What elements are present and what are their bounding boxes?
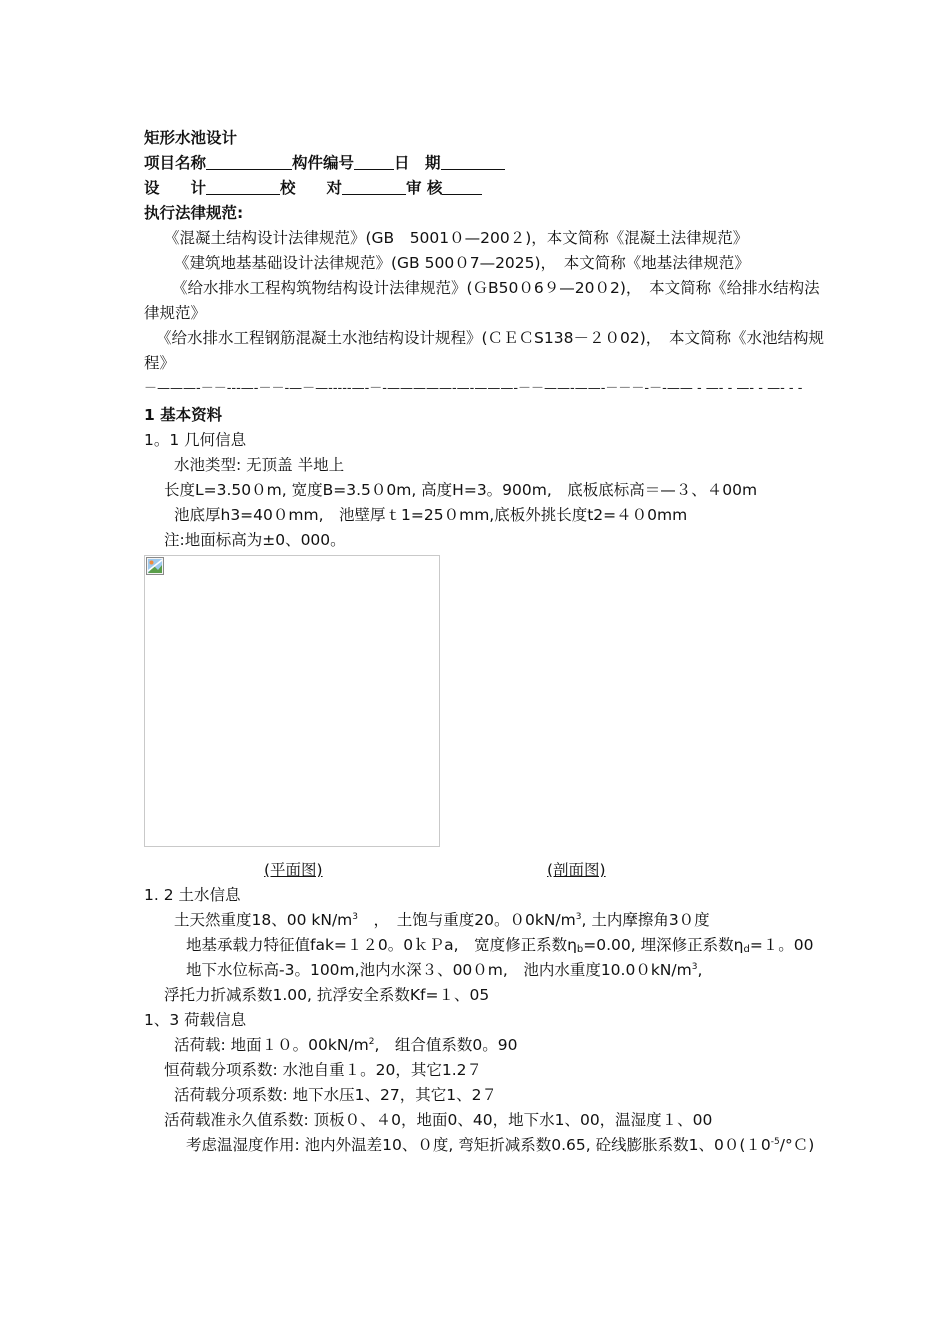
design-blank xyxy=(206,178,280,195)
live-load-factor: 活荷载分项系数: 地下水压1、27，其它1、2７ xyxy=(174,1086,497,1104)
review-blank xyxy=(442,178,482,195)
standards-heading: 执行法律规范: xyxy=(144,204,244,222)
ground-elevation-note: 注:地面标高为±0、000。 xyxy=(164,531,346,549)
expansion-exponent: -5 xyxy=(770,1137,780,1147)
combination-factor-text: , 组合值系数0。90 xyxy=(374,1036,518,1054)
pool-thickness: 池底厚h3=40０mm, 池壁厚ｔ1=25０mm,底板外挑长度t2=４０0mm xyxy=(174,506,688,524)
project-name-blank xyxy=(206,153,292,170)
check-label: 校 对 xyxy=(280,179,343,197)
geometry-heading: 1。1 几何信息 xyxy=(144,431,247,449)
standard-item-water-structures: 《给水排水工程构筑物结构设计法律规范》(ＧB50０6９—20０2)， 本文简称《给排水结构法律规范》 xyxy=(144,279,820,322)
soil-density-line xyxy=(144,908,834,933)
unit-exponent: 2 xyxy=(368,1037,375,1047)
soil-water-heading: 1. 2 土水信息 xyxy=(144,886,241,904)
friction-angle-text: , 土内摩擦角3０度 xyxy=(581,911,710,929)
broken-image-icon xyxy=(146,557,164,575)
depth-factor-subscript: d xyxy=(743,944,750,955)
standard-item-foundation: 《建筑地基基础设计法律规范》(GB 500０7—2025)， 本文简称《地基法律规范》 xyxy=(174,254,750,272)
review-label: 审 核 xyxy=(406,179,443,197)
component-no-blank xyxy=(354,153,394,170)
project-info-row xyxy=(144,151,834,176)
temperature-effect-text: 考虑温湿度作用: 池内外温差10、０度, 弯矩折减系数0.65, 砼线膨胀系数1、0０(１0 xyxy=(186,1136,771,1154)
live-load-line xyxy=(144,1033,834,1058)
section-view-caption: (剖面图) xyxy=(547,861,606,879)
unit-exponent: 3 xyxy=(575,912,582,922)
check-blank xyxy=(342,178,406,195)
live-load-text: 活荷载: 地面１０。00kN/m xyxy=(174,1036,369,1054)
signature-row xyxy=(144,176,834,201)
depth-factor-value: =１。00 xyxy=(749,936,814,954)
pool-type: 水池类型: 无顶盖 半地上 xyxy=(174,456,345,474)
width-factor-subscript: b xyxy=(576,944,584,955)
project-name-label: 项目名称 xyxy=(144,154,207,172)
separator-line: －———-－－---—-－－-—－—-----—-－-—————-—-———-－－——-——-－－－-－-—— - —- - —- - —- - - xyxy=(144,381,803,396)
date-label: 日 期 xyxy=(394,154,441,172)
expansion-unit: /°Ｃ) xyxy=(779,1136,815,1154)
figure-captions xyxy=(144,857,834,883)
component-no-label: 构件编号 xyxy=(292,154,355,172)
standard-item-pool-code: 《给水排水工程钢筋混凝土水池结构设计规程》(ＣＥＣS138－２０02)， 本文简称《水池结构规程》 xyxy=(144,329,824,372)
quasi-permanent-factor: 活荷载准永久值系数: 顶板０、４0，地面0、40，地下水1、00，温湿度１、00 xyxy=(164,1111,713,1129)
groundwater-line xyxy=(144,958,834,983)
document-page xyxy=(144,126,834,1158)
bearing-capacity-text: 地基承载力特征值fak=１２0。0ｋＰa, 宽度修正系数η xyxy=(186,936,577,954)
section-1-heading: 1 基本资料 xyxy=(144,406,223,424)
groundwater-trailing: , xyxy=(697,961,703,979)
saturated-density-text: ， 土饱与重度20。０0kN/m xyxy=(358,911,576,929)
pool-dimensions: 长度L=3.50０m, 宽度B=3.5０0m, 高度H=3。900m, 底板底标高＝—３、４00m xyxy=(164,481,758,499)
bearing-capacity-line xyxy=(144,933,834,958)
document-title: 矩形水池设计 xyxy=(144,129,238,147)
design-label: 设 计 xyxy=(144,179,207,197)
standard-item-concrete: 《混凝土结构设计法律规范》(GB 5001０—200２)，本文简称《混凝土法律规范》 xyxy=(164,229,749,247)
depth-factor-text: =0.00, 埋深修正系数η xyxy=(583,936,744,954)
date-blank xyxy=(441,153,505,170)
unit-exponent: 3 xyxy=(352,912,358,922)
plan-view-caption: (平面图) xyxy=(264,861,323,879)
soil-density-text: 土天然重度18、00 kN/m xyxy=(174,911,353,929)
pool-drawing-image xyxy=(144,555,440,847)
buoyancy-line: 浮托力折减系数1.00, 抗浮安全系数Kf=１、05 xyxy=(164,986,490,1004)
unit-exponent: 3 xyxy=(691,962,698,972)
groundwater-text: 地下水位标高-3。100m,池内水深３、00０m, 池内水重度10.0０kN/m xyxy=(186,961,692,979)
temperature-effect-line xyxy=(144,1133,834,1158)
dead-load-factor: 恒荷载分项系数: 水池自重１。20，其它1.2７ xyxy=(164,1061,483,1079)
loads-heading: 1、3 荷载信息 xyxy=(144,1011,247,1029)
